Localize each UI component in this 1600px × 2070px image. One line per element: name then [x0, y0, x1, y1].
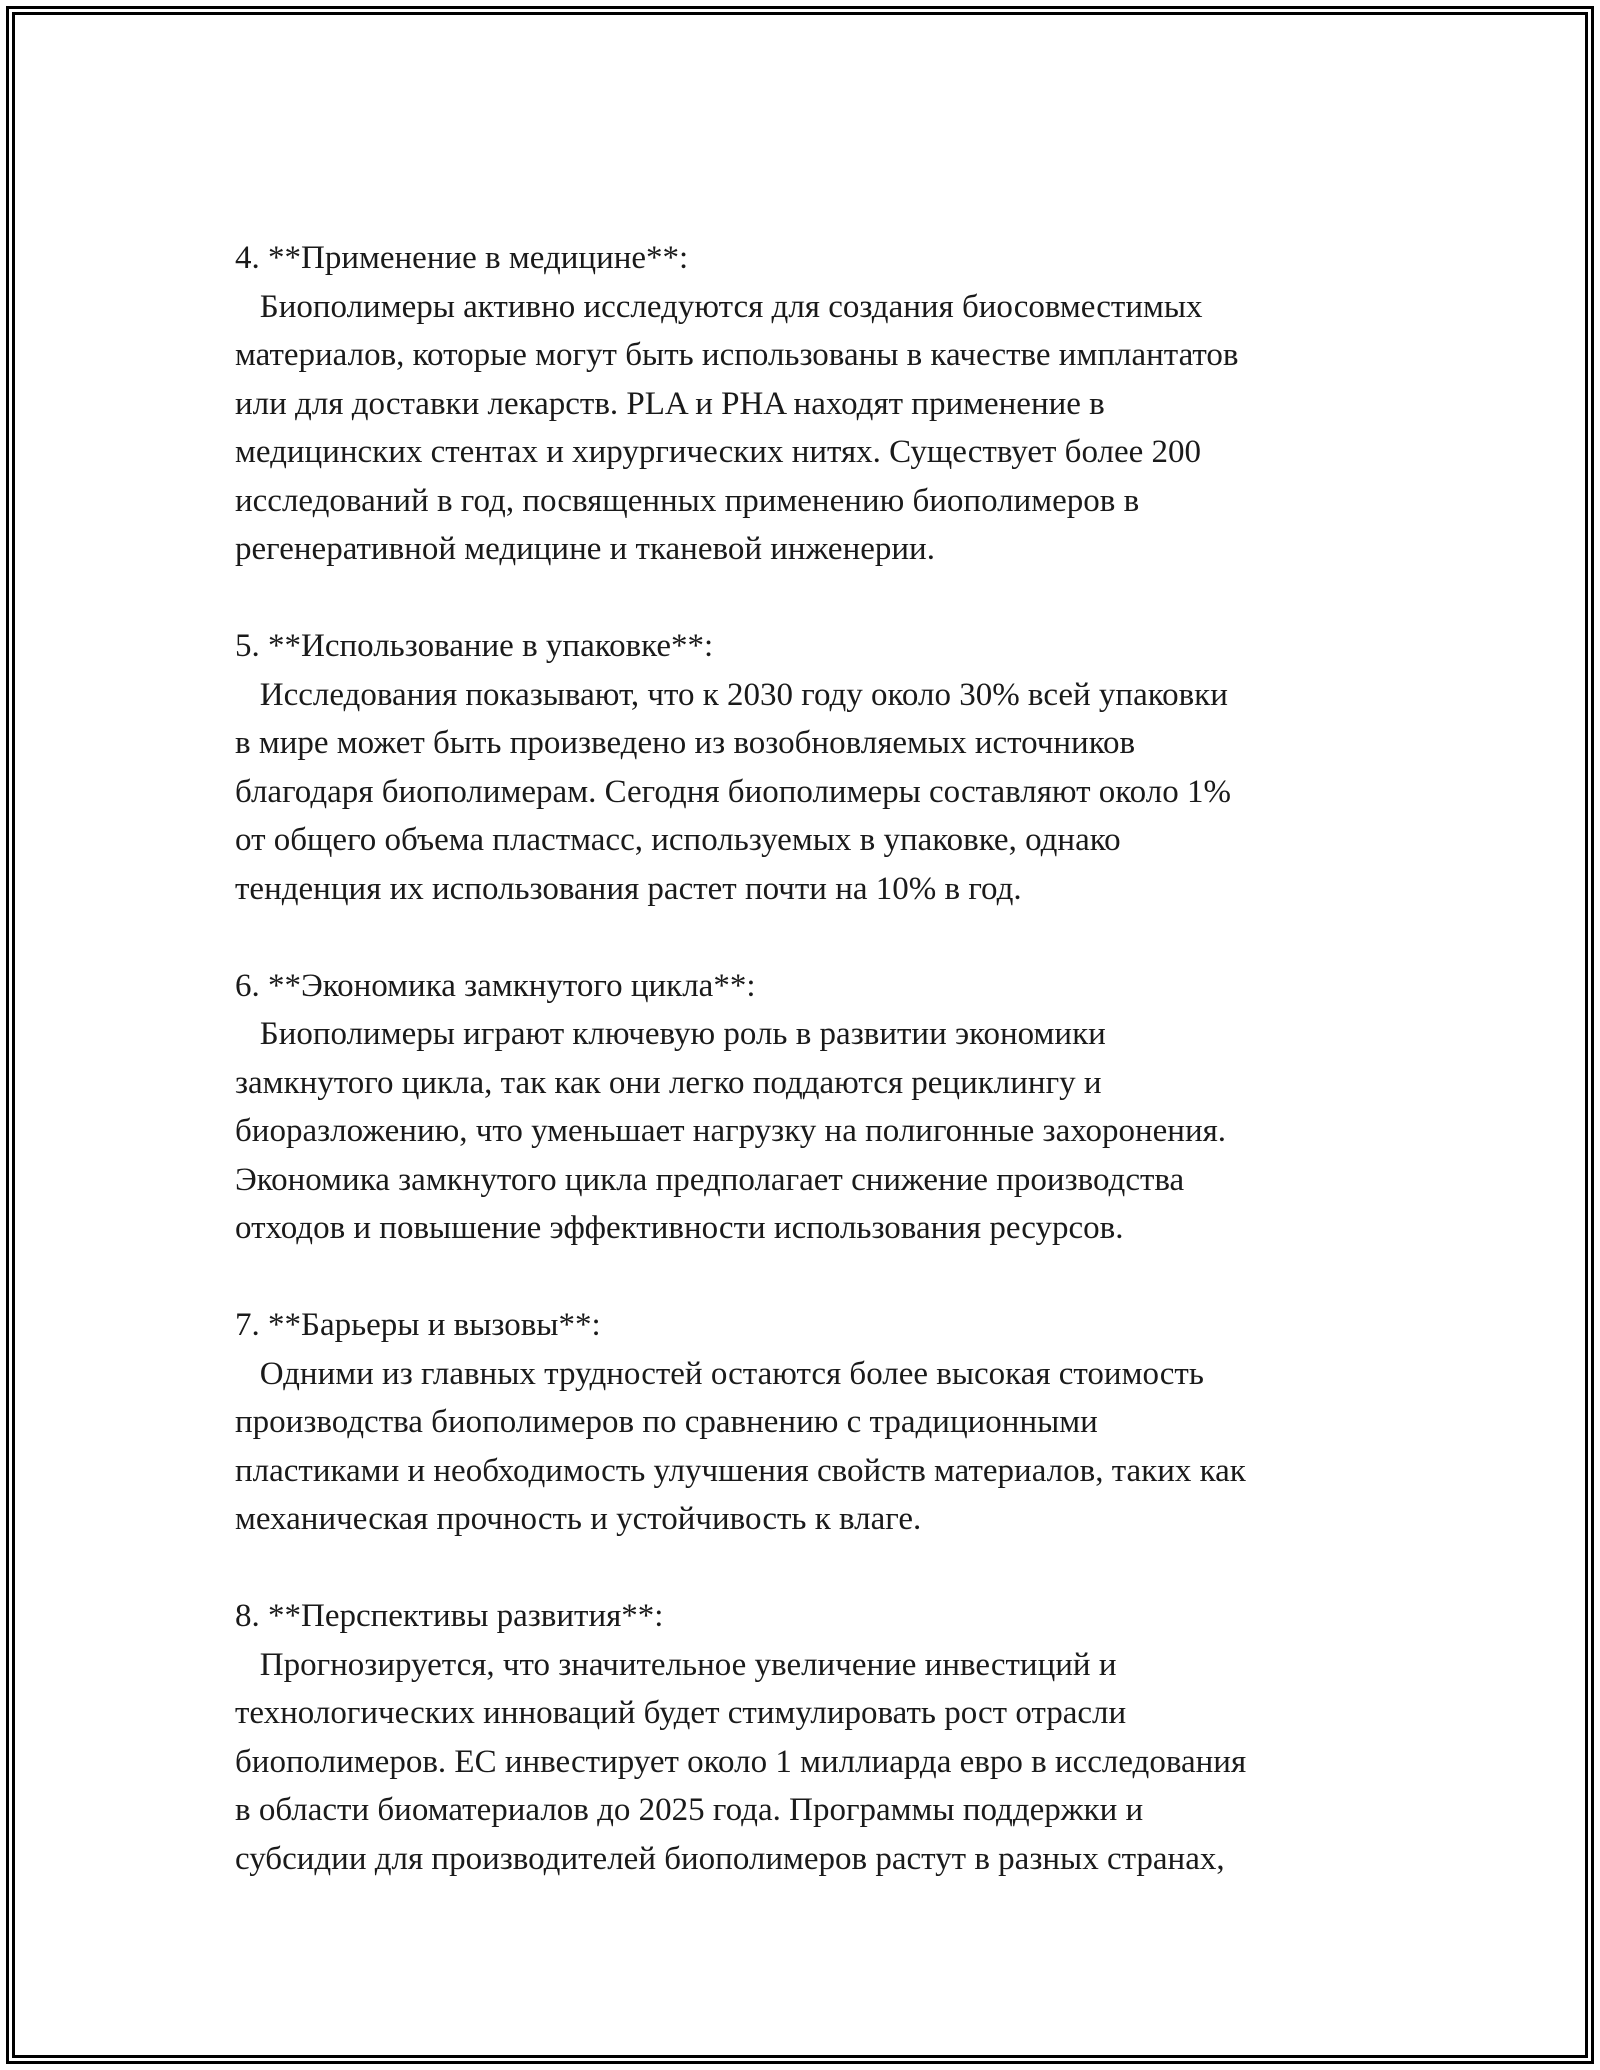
paragraph-line: Одними из главных трудностей остаются более высокая стоимость [235, 1355, 1204, 1392]
paragraph-line: биоразложению, что уменьшает нагрузку на полигонные захоронения. [235, 1113, 1227, 1149]
paragraph-line: механическая прочность и устойчивость к влаге. [235, 1501, 922, 1537]
paragraph-line: Биополимеры играют ключевую роль в развитии экономики [235, 1016, 1106, 1052]
paragraph-line: Прогнозируется, что значительное увеличение инвестиций и [235, 1646, 1117, 1683]
document-body [235, 234, 1375, 1932]
paragraph-line: в области биоматериалов до 2025 года. Программы поддержки и [235, 1792, 1144, 1828]
paragraph-line: от общего объема пластмасс, используемых в упаковке, однако [235, 822, 1121, 858]
paragraph-line: тенденция их использования растет почти на 10% в год. [235, 870, 1022, 907]
section-heading: 4. **Применение в медицине**: [235, 240, 689, 276]
section-medicine [235, 234, 1375, 574]
section-packaging [235, 622, 1375, 913]
section-heading: 5. **Использование в упаковке**: [235, 628, 714, 664]
paragraph-line: замкнутого цикла, так как они легко поддаются рециклингу и [235, 1064, 1102, 1101]
section-heading: 7. **Барьеры и вызовы**: [235, 1307, 601, 1343]
paragraph-line: исследований в год, посвященных применению биополимеров в [235, 482, 1140, 519]
paragraph-line: в мире может быть произведено из возобновляемых источников [235, 725, 1136, 761]
section-barriers [235, 1301, 1375, 1544]
paragraph-line: технологических инноваций будет стимулировать рост отрасли [235, 1695, 1127, 1731]
paragraph-line: регенеративной медицине и тканевой инженерии. [235, 531, 935, 567]
section-heading: 8. **Перспективы развития**: [235, 1598, 664, 1634]
paragraph-line: биополимеров. ЕС инвестирует около 1 миллиарда евро в исследования [235, 1743, 1247, 1780]
paragraph-line: пластиками и необходимость улучшения свойств материалов, таких как [235, 1452, 1246, 1489]
paragraph-line: медицинских стентах и хирургических нитях. Существует более 200 [235, 434, 1202, 470]
paragraph-line: Исследования показывают, что к 2030 году около 30% всей упаковки [235, 676, 1228, 713]
paragraph-line: Биополимеры активно исследуются для создания биосовместимых [235, 288, 1203, 325]
paragraph-line: Экономика замкнутого цикла предполагает снижение производства [235, 1161, 1185, 1198]
paragraph-line: или для доставки лекарств. PLA и PHA находят применение в [235, 385, 1105, 422]
paragraph-line: отходов и повышение эффективности использования ресурсов. [235, 1210, 1124, 1246]
paragraph-line: материалов, которые могут быть использованы в качестве имплантатов [235, 337, 1239, 373]
section-prospects [235, 1592, 1375, 1883]
paragraph-line: субсидии для производителей биополимеров растут в разных странах, [235, 1840, 1225, 1877]
section-circular-economy [235, 962, 1375, 1253]
paragraph-line: благодаря биополимерам. Сегодня биополимеры составляют около 1% [235, 773, 1231, 810]
paragraph-line: производства биополимеров по сравнению с традиционными [235, 1404, 1098, 1440]
section-heading: 6. **Экономика замкнутого цикла**: [235, 967, 756, 1004]
